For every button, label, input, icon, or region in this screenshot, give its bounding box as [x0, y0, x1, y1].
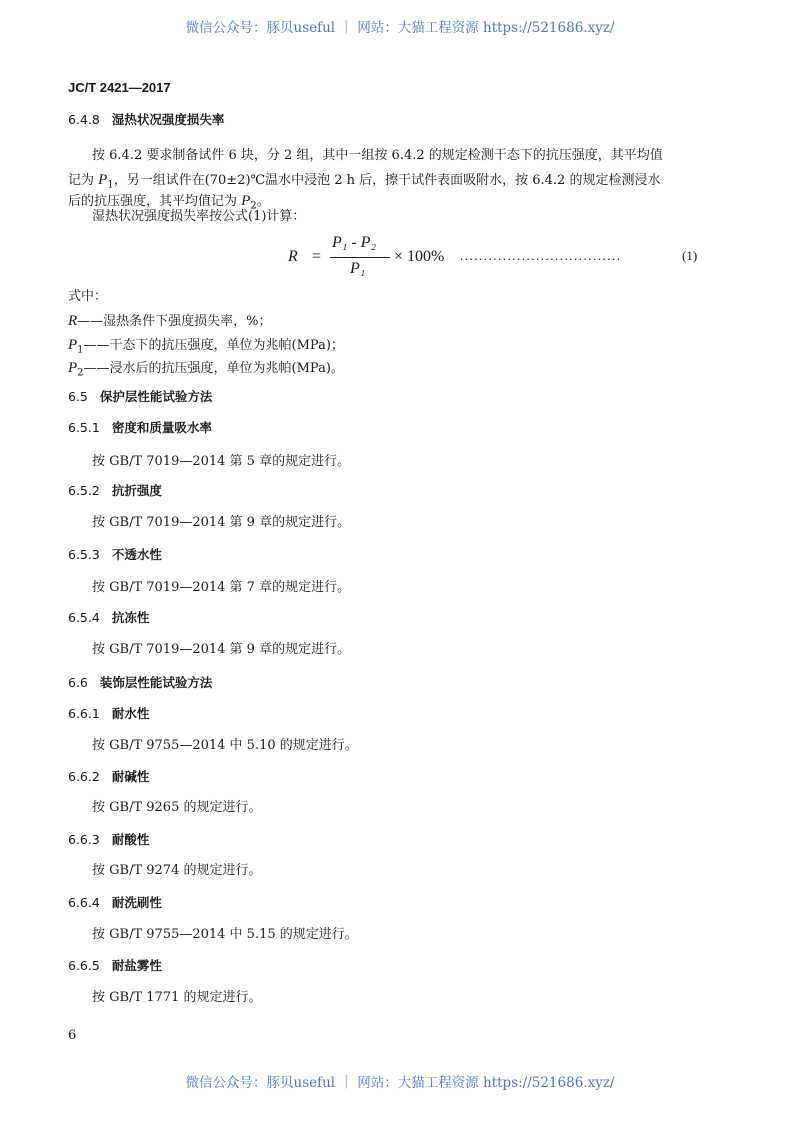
standard-id: JC/T 2421—2017 [68, 80, 171, 95]
section-heading: 6.4.8 湿热状况强度损失率 [68, 112, 225, 127]
section-heading: 6.5.3 不透水性 [68, 547, 162, 562]
section-heading: 6.5.4 抗冻性 [68, 610, 150, 625]
section-body: 按 GB/T 9265 的规定进行。 [92, 800, 262, 815]
definition: $P_2——$浸水后的抗压强度，单位为兆帕(MPa)。 [68, 360, 344, 379]
section-heading: 6.6.3 耐酸性 [68, 832, 150, 847]
section-body: 按 GB/T 7019—2014 第 9 章的规定进行。 [92, 642, 351, 657]
section-body: 按 GB/T 9755—2014 中 5.15 的规定进行。 [92, 927, 358, 942]
section-body: 按 GB/T 9755—2014 中 5.10 的规定进行。 [92, 738, 358, 753]
section-heading: 6.5.1 密度和质量吸水率 [68, 420, 212, 435]
paragraph: 记为 $P_1$，另一组试件在(70±2)℃温水中浸泡 2 h 后，擦干试件表面吸附水，按 6.4.2 的规定检测浸水 [68, 172, 661, 191]
section-heading: 6.6.5 耐盐雾性 [68, 958, 162, 973]
formula-1: R = P₁ - P₂ P₁ × 100% .................................. (1) [288, 234, 698, 277]
definition: R——湿热条件下强度损失率，%； [68, 313, 272, 329]
section-heading: 6.6 装饰层性能试验方法 [68, 675, 213, 690]
section-heading: 6.6.2 耐碱性 [68, 769, 150, 784]
where-label: 式中： [68, 289, 108, 304]
page-number: 6 [68, 1028, 77, 1043]
section-body: 按 GB/T 7019—2014 第 7 章的规定进行。 [92, 580, 351, 595]
paragraph: 按 6.4.2 要求制备试件 6 块，分 2 组，其中一组按 6.4.2 的规定检测干态下的抗压强度，其平均值 [92, 148, 663, 163]
paragraph: 后的抗压强度，其平均值记为 $P_2$。 [68, 193, 270, 212]
section-heading: 6.6.4 耐洗刷性 [68, 895, 162, 910]
watermark-footer: 微信公众号：豚贝useful ｜ 网站：大猫工程资源 https://521686.xyz/ [185, 1075, 615, 1091]
section-body: 按 GB/T 7019—2014 第 9 章的规定进行。 [92, 515, 351, 530]
section-body: 按 GB/T 1771 的规定进行。 [92, 990, 262, 1005]
definition: $P_1——$干态下的抗压强度，单位为兆帕(MPa)； [68, 337, 344, 356]
section-body: 按 GB/T 7019—2014 第 5 章的规定进行。 [92, 454, 351, 469]
section-heading: 6.5 保护层性能试验方法 [68, 389, 213, 404]
section-body: 按 GB/T 9274 的规定进行。 [92, 863, 262, 878]
paragraph: 湿热状况强度损失率按公式(1)计算： [92, 209, 306, 224]
watermark-header: 微信公众号：豚贝useful ｜ 网站：大猫工程资源 https://521686.xyz/ [185, 20, 615, 36]
section-heading: 6.6.1 耐水性 [68, 706, 150, 721]
section-heading: 6.5.2 抗折强度 [68, 483, 162, 498]
